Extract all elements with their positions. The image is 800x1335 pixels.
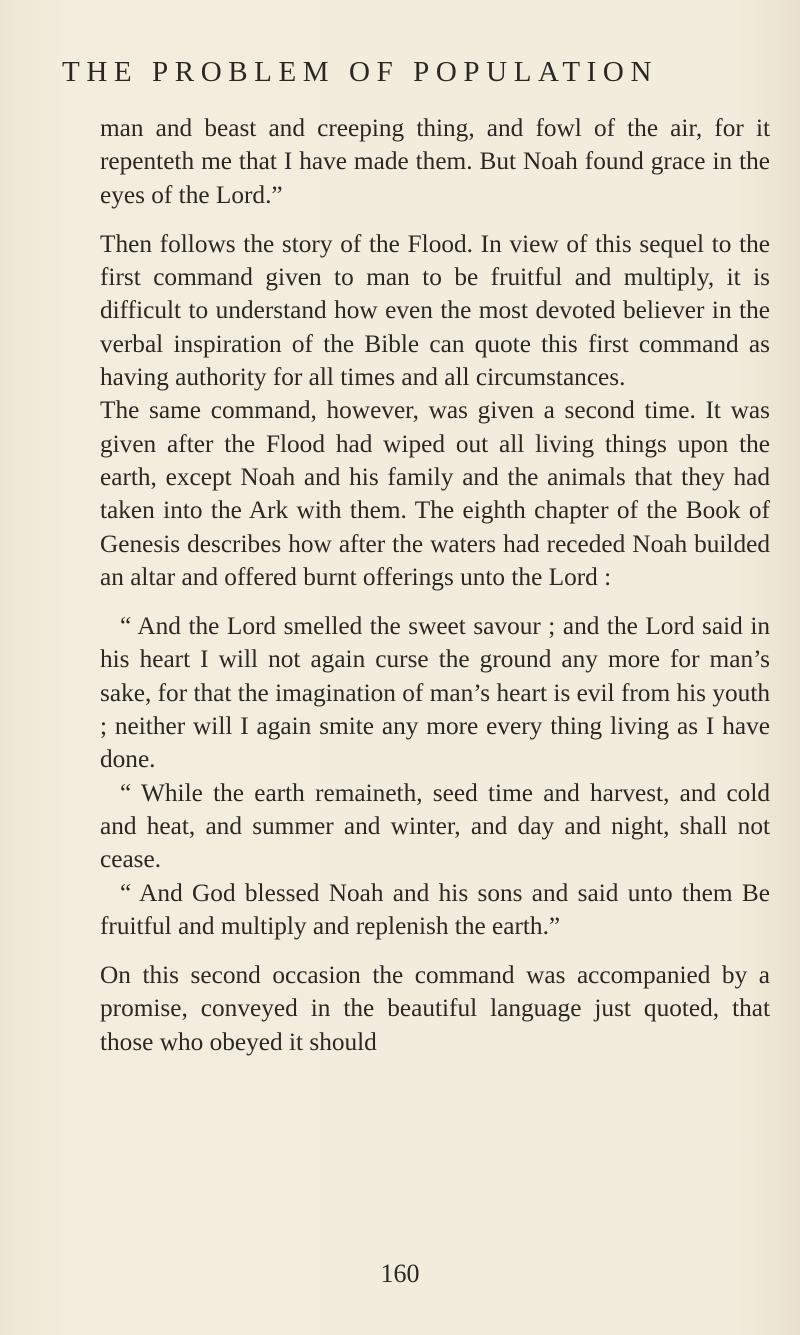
paragraph-gap (100, 212, 770, 228)
quote-paragraph-3: “ And God blessed Noah and his sons and said unto them Be fruitful and multiply and replenish the earth.” (100, 878, 770, 940)
block-quote (100, 610, 770, 943)
paragraph-promise: On this second occasion the command was accompanied by a promise, conveyed in the beautiful language just quoted, that those who obeyed it should (100, 961, 770, 1056)
running-head: THE PROBLEM OF POPULATION (62, 56, 659, 88)
paragraph-gap (100, 943, 770, 959)
paragraph-flood: Then follows the story of the Flood. In view of this sequel to the first command given to man to be fruitful and multiply, it is difficult to understand how even the most devoted believer in the verbal inspiration of the Bible can quote this first command as having authority for all times and all circumstances. (100, 229, 770, 392)
quote-paragraph-1: “ And the Lord smelled the sweet savour ; and the Lord said in his heart I will not again curse the ground any more for man’s sake, for that the imagination of man’s heart is evil from his youth ; neither will I again smite any more every thing living as I have done. (100, 612, 770, 774)
page-number: 160 (380, 1259, 420, 1288)
body-text (100, 112, 770, 1059)
paragraph-gap (100, 594, 770, 610)
paragraph-continuation: man and beast and creeping thing, and fowl of the air, for it repenteth me that I have made them. But Noah found grace in the eyes of the Lord.” (100, 114, 770, 209)
quote-paragraph-2: “ While the earth remaineth, seed time and harvest, and cold and heat, and summer and winter, and day and night, shall not cease. (100, 778, 770, 874)
paragraph-second-command: The same command, however, was given a second time. It was given after the Flood had wiped out all living things upon the earth, except Noah and his family and the animals that they had taken into the Ark with them. The eighth chapter of the Book of Genesis describes how after the waters had receded Noah builded an altar and offered burnt offerings unto the Lord : (100, 396, 770, 591)
